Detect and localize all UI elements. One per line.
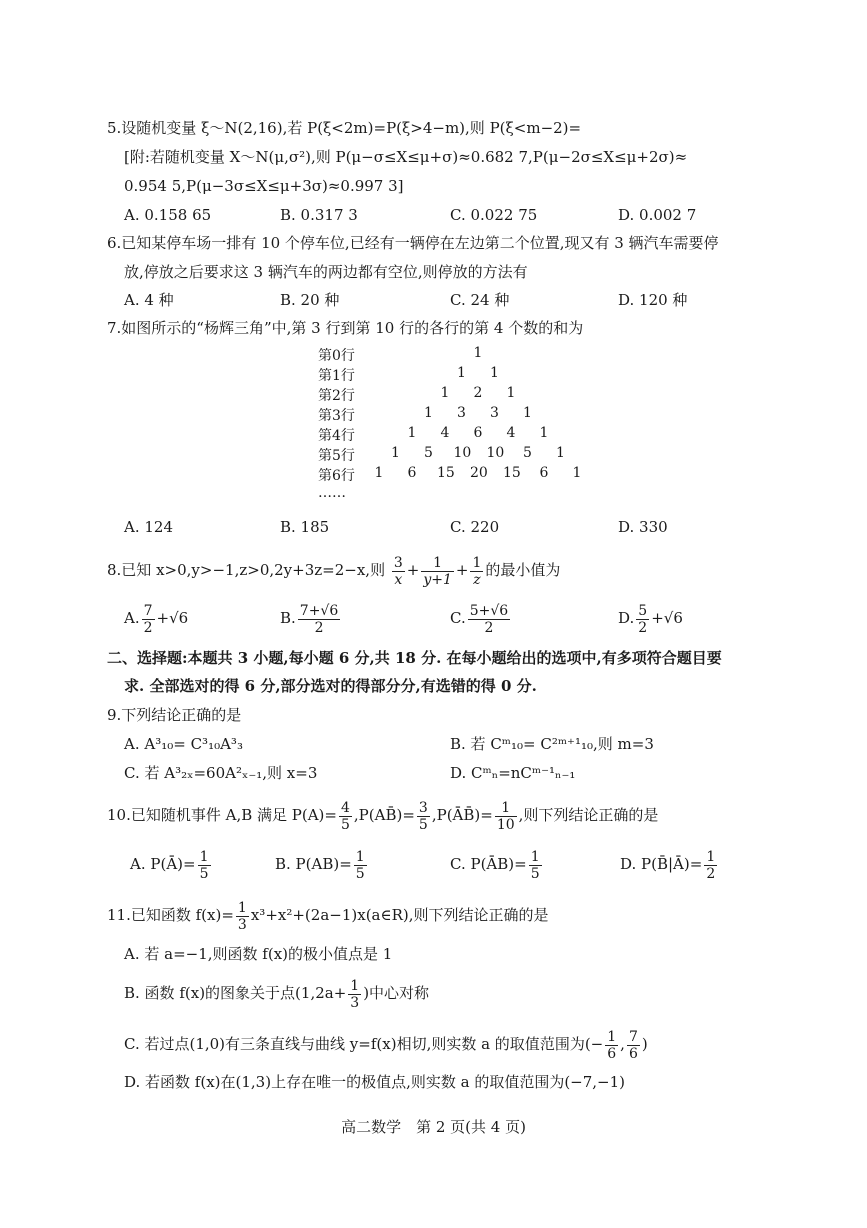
triangle-number: 5: [424, 445, 433, 461]
q10-option-d: D. P(B̄|Ā)= $\frac{1}{2}$: [620, 848, 716, 882]
triangle-number: 1: [572, 465, 582, 481]
triangle-number: 10: [486, 445, 505, 461]
q7-option-c: C. 220: [450, 518, 500, 536]
q6-option-c: C. 24 种: [450, 291, 510, 309]
triangle-row-label: 第1行: [318, 368, 355, 384]
q7-option-d: D. 330: [618, 518, 668, 536]
q5-note-1: [附:若随机变量 X～N(μ,σ²),则 P(μ−σ≤X≤μ+σ)≈0.682 7,P(μ−2σ≤X≤μ+2σ)≈: [124, 148, 688, 166]
q9-option-d: D. Cᵐₙ=nCᵐ⁻¹ₙ₋₁: [450, 764, 576, 782]
triangle-number: 1: [424, 405, 433, 421]
triangle-number: 1: [523, 405, 532, 421]
triangle-number: 3: [490, 405, 499, 421]
page-footer: 高二数学 第 2 页(共 4 页): [341, 1118, 526, 1136]
triangle-number: 1: [407, 425, 417, 441]
triangle-number: 20: [470, 465, 488, 481]
q5-note-2: 0.954 5,P(μ−3σ≤X≤μ+3σ)≈0.997 3]: [124, 177, 404, 195]
q8-option-b: B. $\frac{7+√6}{2}$: [280, 602, 339, 636]
q10-option-a: A. P(Ā)= $\frac{1}{5}$: [130, 848, 209, 882]
yang-hui-triangle: [318, 345, 598, 505]
triangle-number: 1: [473, 345, 483, 361]
triangle-row-label: 第0行: [318, 348, 355, 364]
triangle-number: 15: [437, 465, 455, 481]
q11-option-a: A. 若 a=−1,则函数 f(x)的极小值点是 1: [124, 945, 393, 963]
q8-option-c: C. $\frac{5+√6}{2}$: [450, 602, 509, 636]
section-2-heading-1: 二、选择题:本题共 3 小题,每小题 6 分,共 18 分. 在每小题给出的选项中,有多项符合题目要: [107, 649, 722, 667]
q9-option-a: A. A³₁₀= C³₁₀A³₃: [124, 735, 243, 753]
q8-frac-3: $\frac{1}{z}$: [472, 554, 482, 588]
q10-stem: 10.已知随机事件 A,B 满足 P(A)= $\frac{4}{5}$ ,P(AB̄)= $\frac{3}{5}$ ,P(ĀB̄)= $\frac{1}{10}$ ,则下列结论正确的是: [107, 799, 659, 833]
triangle-number: 5: [523, 445, 532, 461]
q6-stem-1: 6.已知某停车场一排有 10 个停车位,已经有一辆停在左边第二个位置,现又有 3 辆汽车需要停: [107, 234, 719, 252]
triangle-number: 10: [453, 445, 472, 461]
q11-stem: 11.已知函数 f(x)= $\frac{1}{3}$ x³+x²+(2a−1)x(a∈R),则下列结论正确的是: [107, 899, 549, 933]
q5-option-c: C. 0.022 75: [450, 206, 538, 224]
triangle-number: 15: [503, 465, 521, 481]
triangle-number: 1: [556, 445, 565, 461]
q8-pre: 8.已知 x>0,y>−1,z>0,2y+3z=2−x,则: [107, 561, 386, 579]
q5-option-d: D. 0.002 7: [618, 206, 697, 224]
triangle-number: 1: [440, 385, 450, 401]
q5-stem: 5.设随机变量 ξ～N(2,16),若 P(ξ<2m)=P(ξ>4−m),则 P(ξ<m−2)=: [107, 119, 582, 137]
q11-option-d: D. 若函数 f(x)在(1,3)上存在唯一的极值点,则实数 a 的取值范围为(−7,−1): [124, 1073, 626, 1091]
q9-option-b: B. 若 Cᵐ₁₀= C²ᵐ⁺¹₁₀,则 m=3: [450, 735, 654, 753]
triangle-number: 1: [539, 425, 549, 441]
q6-option-d: D. 120 种: [618, 291, 688, 309]
triangle-row-label: 第6行: [318, 468, 355, 484]
q8-option-d: D. $\frac{5}{2}$ +√6: [618, 602, 683, 636]
triangle-number: 1: [506, 385, 516, 401]
triangle-number: 6: [473, 425, 483, 441]
triangle-number: 1: [457, 365, 466, 381]
triangle-number: 4: [440, 425, 450, 441]
triangle-number: 2: [473, 385, 483, 401]
q7-option-b: B. 185: [280, 518, 330, 536]
q5-option-b: B. 0.317 3: [280, 206, 358, 224]
q7-option-a: A. 124: [124, 518, 173, 536]
triangle-ellipsis: ……: [318, 485, 346, 501]
q6-option-b: B. 20 种: [280, 291, 340, 309]
q5-option-a: A. 0.158 65: [124, 206, 212, 224]
q7-stem: 7.如图所示的“杨辉三角”中,第 3 行到第 10 行的各行的第 4 个数的和为: [107, 319, 584, 337]
q8-frac-2: $\frac{1}{y+1}$: [423, 554, 452, 588]
triangle-row-label: 第5行: [318, 448, 355, 464]
q8-stem: 8.已知 x>0,y>−1,z>0,2y+3z=2−x,则 $\frac{3}{x}$ + $\frac{1}{y+1}$ + $\frac{1}{z}$ 的最小值为: [107, 554, 561, 588]
q8-option-a: A. $\frac{7}{2}$ +√6: [124, 602, 189, 636]
q11-option-c: C. 若过点(1,0)有三条直线与曲线 y=f(x)相切,则实数 a 的取值范围为(− $\frac{1}{6}$ , $\frac{7}{6}$ ): [124, 1028, 648, 1062]
triangle-row-label: 第2行: [318, 388, 355, 404]
q10-option-c: C. P(ĀB)= $\frac{1}{5}$: [450, 848, 540, 882]
q6-stem-2: 放,停放之后要求这 3 辆汽车的两边都有空位,则停放的方法有: [124, 263, 528, 281]
q9-stem: 9.下列结论正确的是: [107, 706, 242, 724]
q8-post: 的最小值为: [485, 561, 561, 579]
q10-option-b: B. P(AB)= $\frac{1}{5}$: [275, 848, 365, 882]
q9-option-c: C. 若 A³₂ₓ=60A²ₓ₋₁,则 x=3: [124, 764, 318, 782]
triangle-row-label: 第3行: [318, 408, 355, 424]
triangle-number: 1: [374, 465, 384, 481]
q11-option-b: B. 函数 f(x)的图象关于点(1,2a+ $\frac{1}{3}$ )中心对称: [124, 977, 430, 1011]
triangle-number: 3: [457, 405, 466, 421]
triangle-number: 4: [506, 425, 516, 441]
triangle-number: 6: [539, 465, 549, 481]
triangle-number: 1: [391, 445, 400, 461]
triangle-number: 6: [407, 465, 417, 481]
section-2-heading-2: 求. 全部选对的得 6 分,部分选对的得部分分,有选错的得 0 分.: [124, 677, 537, 695]
triangle-number: 1: [490, 365, 499, 381]
triangle-row-label: 第4行: [318, 428, 355, 444]
q8-frac-1: $\frac{3}{x}$: [393, 554, 403, 588]
q6-option-a: A. 4 种: [124, 291, 174, 309]
